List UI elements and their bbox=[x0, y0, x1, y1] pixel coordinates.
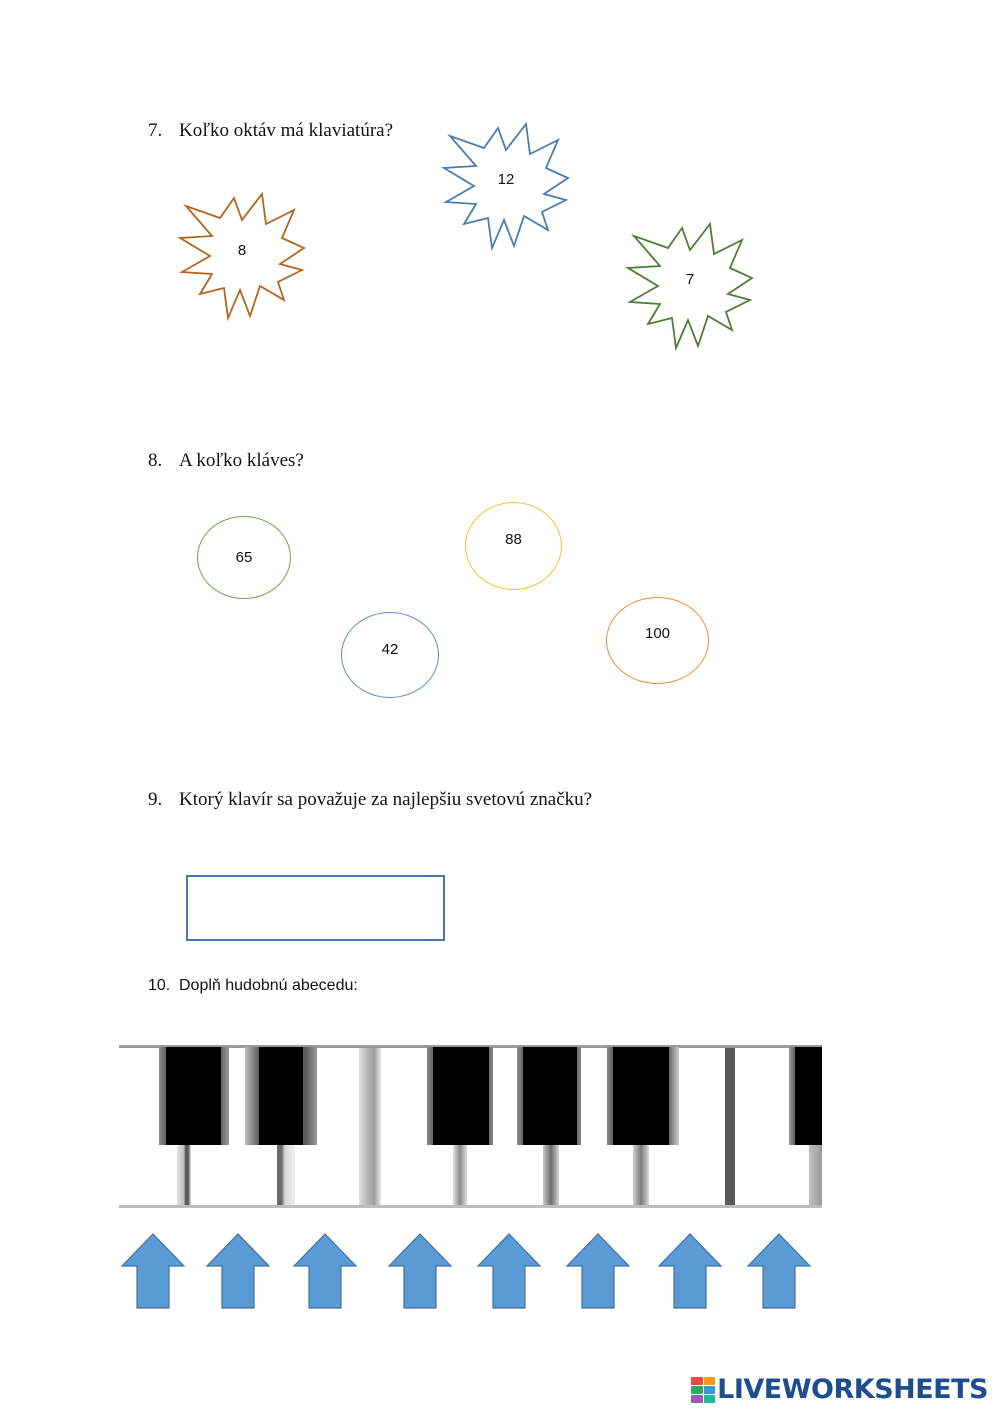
black-key bbox=[613, 1047, 669, 1145]
up-arrow-icon bbox=[567, 1234, 629, 1308]
logo-tile bbox=[691, 1395, 703, 1403]
octave-option-label: 7 bbox=[685, 271, 695, 288]
note-answer-arrow-1[interactable] bbox=[120, 1232, 186, 1310]
question-10-text: Doplň hudobnú abecedu: bbox=[179, 977, 358, 994]
note-answer-arrow-4[interactable] bbox=[387, 1232, 453, 1310]
logo-tile bbox=[704, 1377, 716, 1385]
octave-option-7[interactable] bbox=[624, 220, 756, 352]
question-9 bbox=[148, 789, 592, 811]
key-count-option-100[interactable] bbox=[606, 597, 709, 684]
question-7 bbox=[148, 120, 393, 142]
white-key-separator bbox=[359, 1048, 381, 1205]
logo-tile bbox=[704, 1386, 716, 1394]
note-answer-arrow-8[interactable] bbox=[746, 1232, 812, 1310]
up-arrow-icon bbox=[389, 1234, 451, 1308]
key-count-option-label: 42 bbox=[381, 640, 399, 658]
black-key bbox=[795, 1047, 822, 1145]
piano-brand-input[interactable] bbox=[188, 877, 443, 939]
question-8-number: 8. bbox=[148, 450, 163, 471]
key-count-option-label: 100 bbox=[644, 625, 671, 642]
question-10 bbox=[148, 977, 358, 995]
piano-brand-answer-box bbox=[186, 875, 445, 941]
up-arrow-icon bbox=[207, 1234, 269, 1308]
question-7-number: 7. bbox=[148, 120, 163, 141]
up-arrow-icon bbox=[748, 1234, 810, 1308]
question-9-number: 9. bbox=[148, 789, 163, 810]
octave-option-label: 8 bbox=[237, 242, 247, 259]
white-key-separator bbox=[725, 1048, 735, 1205]
piano-keyboard-image bbox=[119, 1045, 822, 1208]
black-key bbox=[523, 1047, 577, 1145]
key-count-option-65[interactable] bbox=[197, 516, 291, 599]
note-answer-arrow-5[interactable] bbox=[476, 1232, 542, 1310]
key-count-option-label: 65 bbox=[235, 549, 253, 566]
note-answer-arrow-7[interactable] bbox=[657, 1232, 723, 1310]
key-count-option-42[interactable] bbox=[341, 612, 439, 698]
note-answer-arrow-3[interactable] bbox=[292, 1232, 358, 1310]
liveworksheets-logo-icon bbox=[691, 1377, 715, 1403]
black-key bbox=[433, 1047, 489, 1145]
key-count-option-label: 88 bbox=[505, 530, 522, 548]
key-count-option-88[interactable] bbox=[465, 502, 562, 590]
octave-option-12[interactable] bbox=[440, 120, 572, 252]
question-7-text: Koľko oktáv má klaviatúra? bbox=[179, 120, 394, 141]
up-arrow-icon bbox=[659, 1234, 721, 1308]
note-answer-arrow-6[interactable] bbox=[565, 1232, 631, 1310]
liveworksheets-wordmark: LIVEWORKSHEETS bbox=[717, 1374, 988, 1405]
note-answer-arrow-2[interactable] bbox=[205, 1232, 271, 1310]
black-key bbox=[259, 1047, 303, 1145]
up-arrow-icon bbox=[478, 1234, 540, 1308]
liveworksheets-logo bbox=[691, 1374, 988, 1405]
logo-tile bbox=[691, 1377, 703, 1385]
keyboard-bottom-edge bbox=[119, 1205, 822, 1208]
octave-option-label: 12 bbox=[497, 171, 515, 188]
question-8-text: A koľko kláves? bbox=[179, 450, 304, 471]
question-9-text: Ktorý klavír sa považuje za najlepšiu svetovú značku? bbox=[179, 789, 593, 810]
up-arrow-icon bbox=[122, 1234, 184, 1308]
question-8 bbox=[148, 450, 304, 472]
black-key bbox=[166, 1047, 221, 1145]
logo-tile bbox=[704, 1395, 716, 1403]
octave-option-8[interactable] bbox=[176, 190, 308, 322]
logo-tile bbox=[691, 1386, 703, 1394]
up-arrow-icon bbox=[294, 1234, 356, 1308]
question-10-number: 10. bbox=[148, 977, 171, 994]
